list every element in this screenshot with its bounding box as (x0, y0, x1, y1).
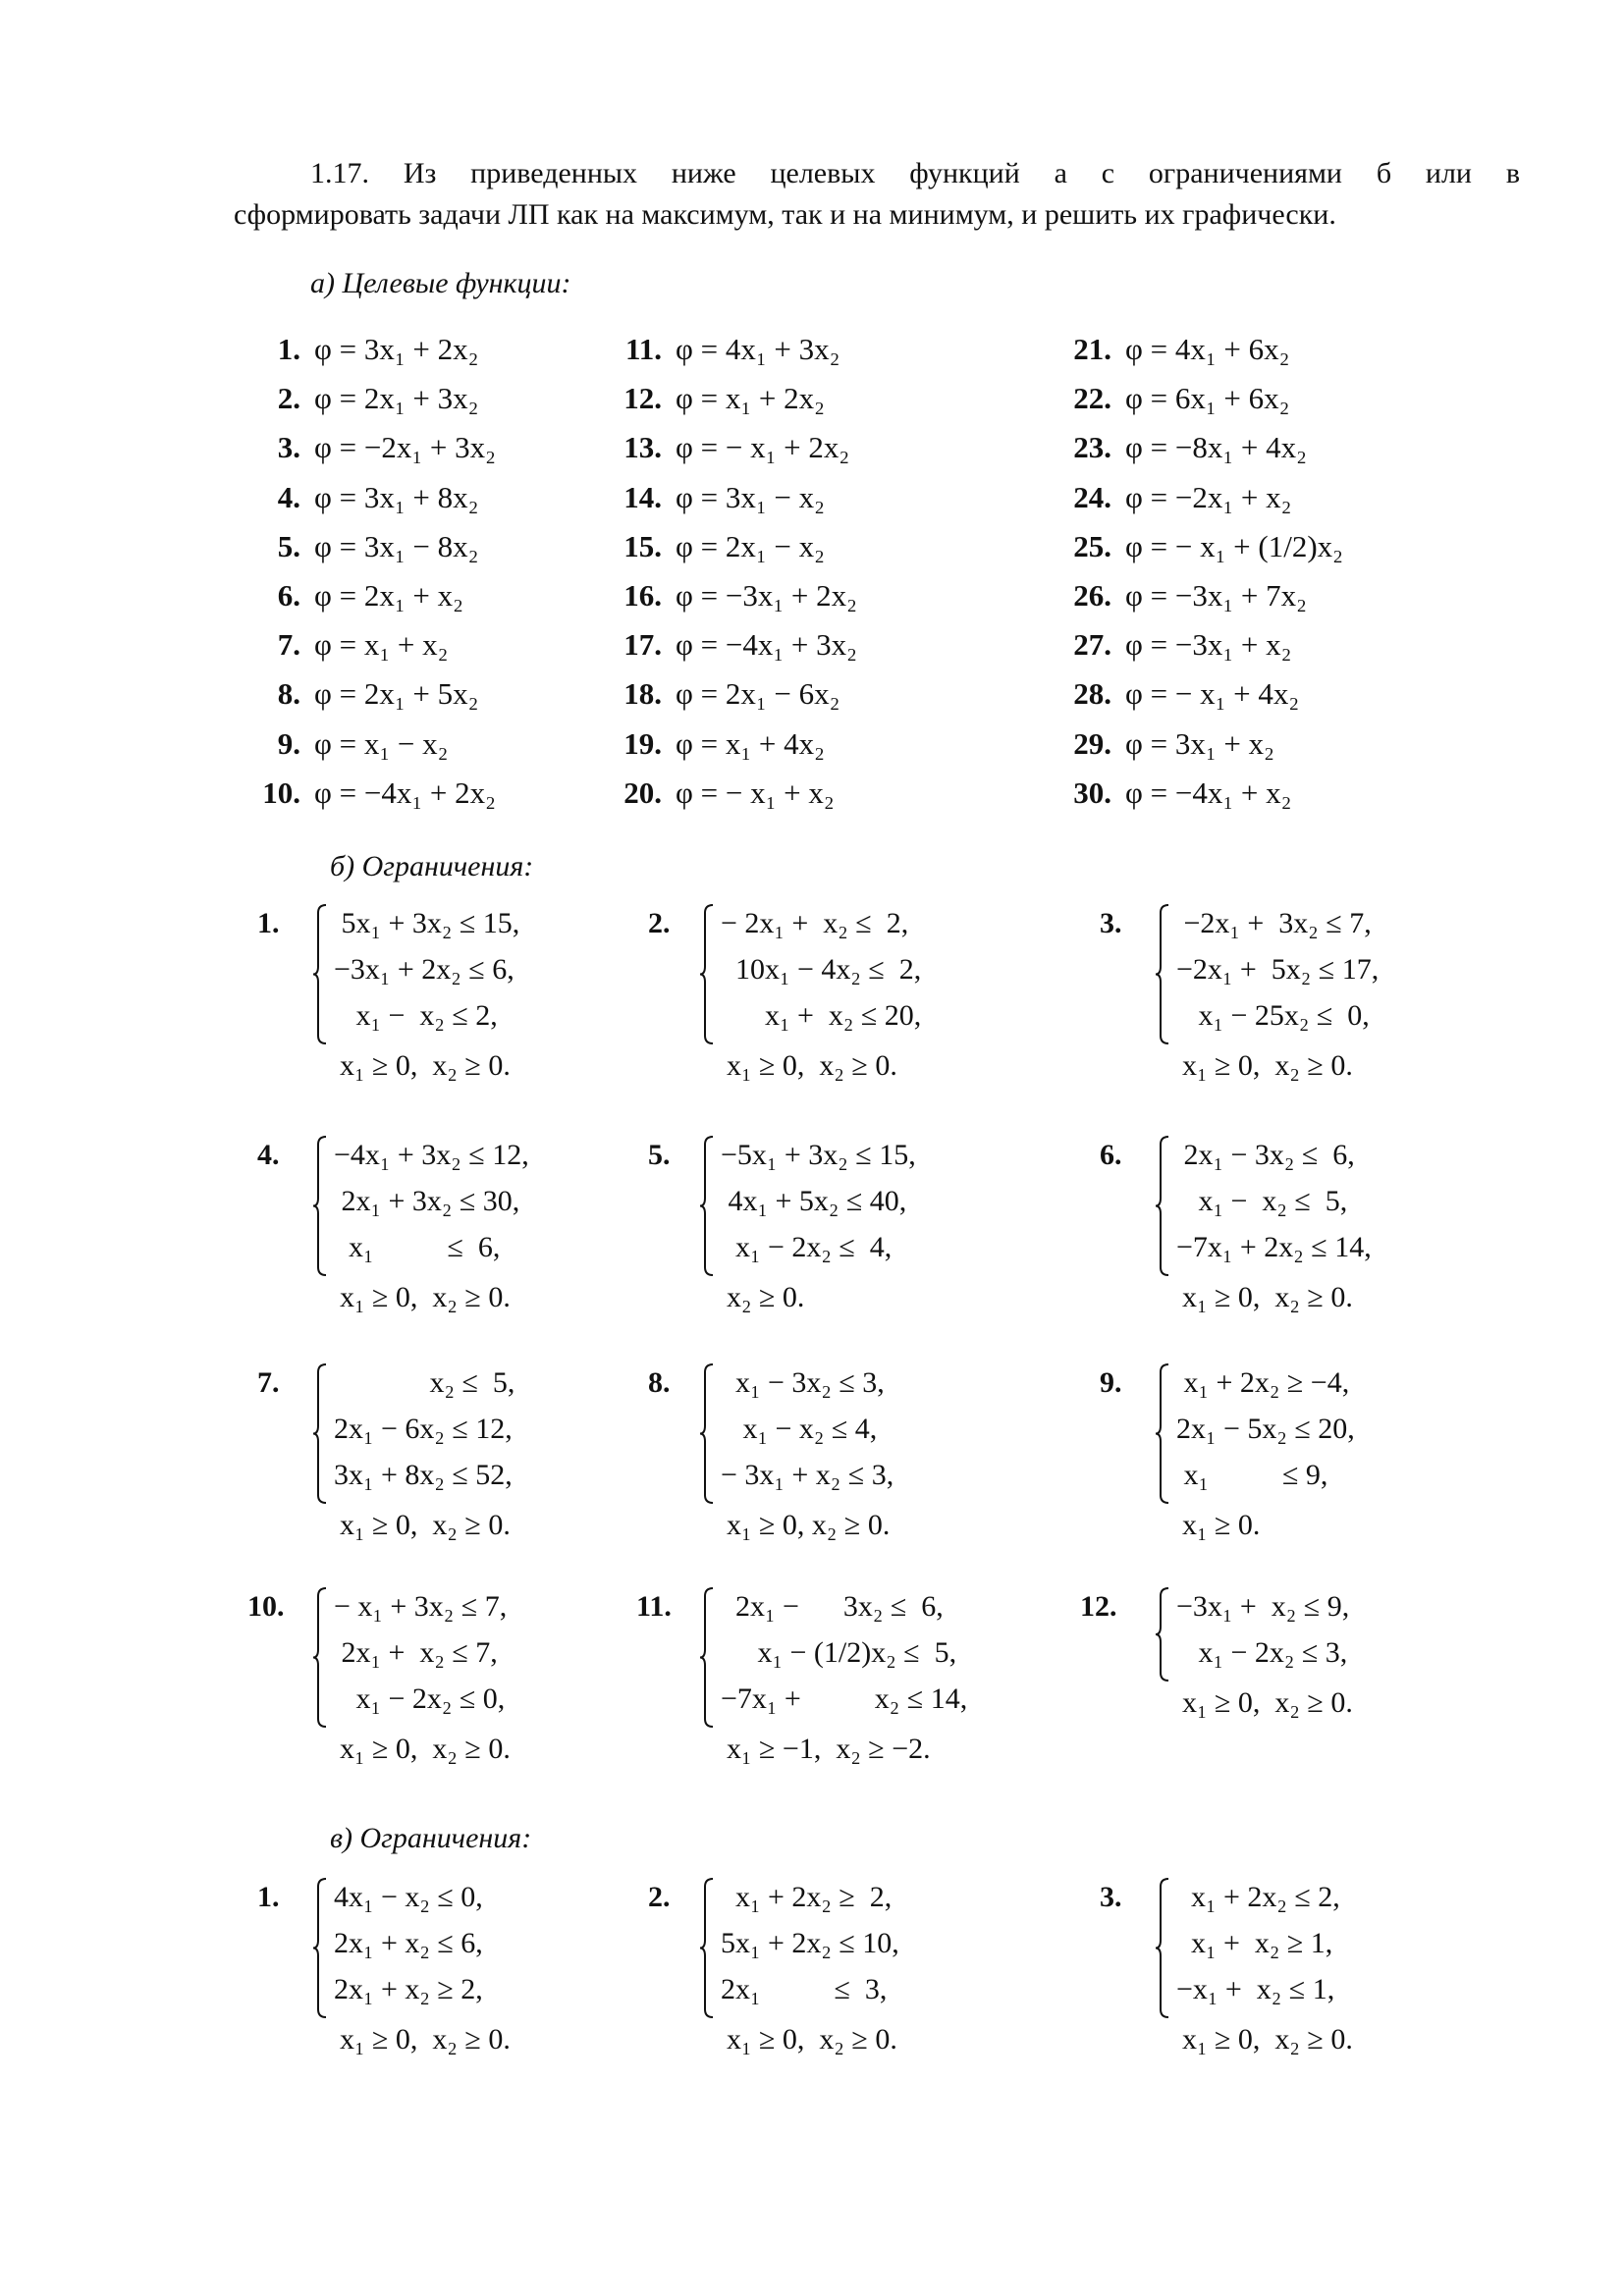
brace-icon (699, 1362, 717, 1510)
constraint-line: 3x₁ + 8x₂ ≤ 52, (334, 1459, 513, 1491)
constraint-line: 2x₁ − 6x₂ ≤ 12, (334, 1413, 513, 1445)
objective-function-item (605, 381, 825, 416)
function-expression: φ = −8x₁ + 4x₂ (1125, 430, 1307, 465)
nonnegativity-line: x₁ ≥ 0, x₂ ≥ 0. (1182, 2023, 1353, 2056)
objective-function-item (605, 676, 839, 712)
system-number: 6. (1100, 1139, 1122, 1171)
constraint-line: x₁ − 2x₂ ≤ 4, (721, 1231, 893, 1263)
nonnegativity-line: x₁ ≥ 0, x₂ ≥ 0. (340, 2023, 511, 2056)
function-number: 22. (1073, 381, 1111, 416)
system-number: 1. (257, 907, 280, 939)
function-number: 25. (1073, 528, 1111, 563)
function-number: 21. (1073, 332, 1111, 366)
function-number: 24. (1073, 479, 1111, 514)
constraint-line: x₁ − x₂ ≤ 4, (721, 1413, 878, 1445)
function-expression: φ = 3x₁ + x₂ (1125, 725, 1274, 761)
objective-function-item (605, 726, 825, 762)
constraint-line: x₁ − 3x₂ ≤ 3, (721, 1366, 885, 1399)
function-expression: φ = − x₁ + (1/2)x₂ (1125, 528, 1343, 563)
function-number: 4. (277, 479, 300, 514)
nonnegativity-line: x₁ ≥ 0, x₂ ≥ 0. (727, 2023, 897, 2056)
objective-function-item (605, 578, 857, 614)
nonnegativity-line: x₁ ≥ 0, x₂ ≥ 0. (1182, 1049, 1353, 1082)
function-number: 2. (277, 381, 300, 416)
nonnegativity-line: x₁ ≥ 0, x₂ ≥ 0. (727, 1049, 897, 1082)
objective-function-item (1051, 627, 1291, 663)
objective-function-item (1051, 332, 1289, 367)
objective-function-item (244, 627, 448, 663)
constraint-line: −x₁ + x₂ ≤ 1, (1176, 1973, 1335, 2005)
function-number: 26. (1073, 578, 1111, 613)
brace-icon (699, 1877, 717, 2024)
brace-icon (1155, 1135, 1172, 1282)
constraint-line: 10x₁ − 4x₂ ≤ 2, (721, 953, 922, 986)
brace-icon (312, 1586, 330, 1734)
constraint-line: −3x₁ + x₂ ≤ 9, (1176, 1590, 1350, 1623)
objective-function-item (244, 381, 478, 416)
constraint-line: x₁ − 2x₂ ≤ 3, (1176, 1636, 1348, 1669)
nonnegativity-line: x₁ ≥ 0. (1182, 1509, 1261, 1541)
brace-icon (1155, 1877, 1172, 2024)
function-expression: φ = −4x₁ + x₂ (1125, 774, 1292, 810)
constraint-line: 4x₁ + 5x₂ ≤ 40, (721, 1185, 907, 1217)
objective-function-item (1051, 578, 1307, 614)
section-v-heading: в) Ограничения: (330, 1822, 532, 1854)
constraint-line: x₁ + x₂ ≥ 1, (1176, 1927, 1333, 1959)
objective-function-item (605, 627, 857, 663)
problem-statement (234, 153, 1520, 236)
objective-function-item (1051, 726, 1274, 762)
constraint-line: 2x₁ + x₂ ≥ 2, (334, 1973, 483, 2005)
objective-function-item (605, 332, 839, 367)
constraint-line: x₁ − x₂ ≤ 5, (1176, 1185, 1348, 1217)
function-number: 14. (623, 479, 662, 514)
objective-function-item (244, 578, 463, 614)
system-number: 3. (1100, 1881, 1122, 1913)
constraint-line: − 2x₁ + x₂ ≤ 2, (721, 907, 909, 939)
objective-function-item (244, 430, 496, 465)
constraint-line: − 3x₁ + x₂ ≤ 3, (721, 1459, 894, 1491)
objective-function-item (244, 332, 478, 367)
objective-function-item (244, 726, 448, 762)
brace-icon (699, 1586, 717, 1734)
section-a-heading: а) Целевые функции: (310, 267, 571, 299)
function-number: 3. (277, 430, 300, 465)
constraint-line: 5x₁ + 2x₂ ≤ 10, (721, 1927, 899, 1959)
constraint-line: −3x₁ + 2x₂ ≤ 6, (334, 953, 514, 986)
intro-line-2: сформировать задачи ЛП как на максимум, так и на минимум, и решить их графически. (234, 198, 1336, 231)
function-expression: φ = −3x₁ + x₂ (1125, 627, 1292, 663)
objective-function-item (605, 480, 825, 515)
constraint-line: −2x₁ + 5x₂ ≤ 17, (1176, 953, 1380, 986)
constraint-line: x₁ − x₂ ≤ 2, (334, 999, 498, 1032)
function-expression: φ = x₁ + 4x₂ (676, 725, 825, 761)
system-number: 2. (648, 1881, 671, 1913)
function-number: 5. (277, 528, 300, 563)
system-number: 4. (257, 1139, 280, 1171)
function-expression: φ = 4x₁ + 3x₂ (676, 332, 840, 366)
brace-icon (312, 903, 330, 1050)
function-number: 6. (277, 578, 300, 613)
constraint-line: −4x₁ + 3x₂ ≤ 12, (334, 1139, 529, 1171)
function-number: 8. (277, 676, 300, 712)
function-expression: φ = −2x₁ + 3x₂ (314, 430, 496, 465)
function-expression: φ = 2x₁ − 6x₂ (676, 676, 840, 712)
function-expression: φ = − x₁ + 2x₂ (676, 430, 850, 465)
system-number: 1. (257, 1881, 280, 1913)
nonnegativity-line: x₁ ≥ 0, x₂ ≥ 0. (1182, 1686, 1353, 1719)
function-number: 15. (623, 528, 662, 563)
function-expression: φ = 3x₁ + 2x₂ (314, 332, 479, 366)
function-expression: φ = x₁ − x₂ (314, 725, 449, 761)
brace-icon (312, 1877, 330, 2024)
function-number: 18. (623, 676, 662, 712)
function-number: 11. (624, 332, 662, 366)
function-number: 23. (1073, 430, 1111, 465)
function-number: 16. (623, 578, 662, 613)
function-expression: φ = −4x₁ + 2x₂ (314, 774, 496, 810)
function-expression: φ = 3x₁ − x₂ (676, 479, 825, 514)
constraint-line: −7x₁ + 2x₂ ≤ 14, (1176, 1231, 1372, 1263)
constraint-line: x₁ ≤ 9, (1176, 1459, 1328, 1491)
constraint-line: 2x₁ − 5x₂ ≤ 20, (1176, 1413, 1355, 1445)
function-number: 27. (1073, 627, 1111, 663)
system-number: 8. (648, 1366, 671, 1399)
function-number: 20. (623, 774, 662, 810)
system-number: 5. (648, 1139, 671, 1171)
objective-function-item (605, 430, 849, 465)
function-number: 7. (277, 627, 300, 663)
nonnegativity-line: x₁ ≥ 0, x₂ ≥ 0. (340, 1281, 511, 1313)
function-number: 1. (277, 332, 300, 366)
function-number: 10. (262, 774, 300, 810)
brace-icon (312, 1362, 330, 1510)
objective-function-item (244, 775, 496, 811)
function-expression: φ = x₁ + x₂ (314, 627, 449, 663)
constraint-line: x₂ ≤ 5, (334, 1366, 515, 1399)
function-expression: φ = − x₁ + x₂ (676, 774, 835, 810)
objective-function-item (244, 676, 478, 712)
function-expression: φ = 3x₁ + 8x₂ (314, 479, 479, 514)
objective-function-item (244, 480, 478, 515)
function-number: 13. (623, 430, 662, 465)
function-expression: φ = −3x₁ + 2x₂ (676, 578, 857, 613)
nonnegativity-line: x₁ ≥ 0, x₂ ≥ 0. (727, 1509, 891, 1541)
objective-function-item (1051, 430, 1307, 465)
nonnegativity-line: x₁ ≥ 0, x₂ ≥ 0. (340, 1509, 511, 1541)
function-expression: φ = 4x₁ + 6x₂ (1125, 332, 1290, 366)
constraint-line: −5x₁ + 3x₂ ≤ 15, (721, 1139, 916, 1171)
constraint-line: 5x₁ + 3x₂ ≤ 15, (334, 907, 520, 939)
function-number: 9. (277, 725, 300, 761)
function-expression: φ = −3x₁ + 7x₂ (1125, 578, 1307, 613)
nonnegativity-line: x₂ ≥ 0. (727, 1281, 805, 1313)
function-expression: φ = − x₁ + 4x₂ (1125, 676, 1300, 712)
nonnegativity-line: x₁ ≥ 0, x₂ ≥ 0. (340, 1733, 511, 1765)
objective-function-item (244, 529, 478, 564)
brace-icon (1155, 1586, 1172, 1687)
nonnegativity-line: x₁ ≥ 0, x₂ ≥ 0. (1182, 1281, 1353, 1313)
system-number: 7. (257, 1366, 280, 1399)
objective-function-item (1051, 775, 1291, 811)
system-number: 11. (636, 1590, 672, 1623)
system-number: 2. (648, 907, 671, 939)
constraint-line: x₁ + x₂ ≤ 20, (721, 999, 922, 1032)
brace-icon (1155, 1362, 1172, 1510)
system-number: 3. (1100, 907, 1122, 939)
constraint-line: x₁ − 25x₂ ≤ 0, (1176, 999, 1370, 1032)
objective-function-item (605, 529, 825, 564)
function-expression: φ = 2x₁ + 5x₂ (314, 676, 479, 712)
constraint-line: −2x₁ + 3x₂ ≤ 7, (1176, 907, 1372, 939)
section-b-heading: б) Ограничения: (330, 850, 534, 882)
constraint-line: x₁ + 2x₂ ≥ 2, (721, 1881, 893, 1913)
function-number: 29. (1073, 725, 1111, 761)
constraint-line: x₁ − 2x₂ ≤ 0, (334, 1682, 506, 1715)
constraint-line: 2x₁ + x₂ ≤ 6, (334, 1927, 483, 1959)
constraint-line: x₁ + 2x₂ ≤ 2, (1176, 1881, 1340, 1913)
function-number: 19. (623, 725, 662, 761)
brace-icon (312, 1135, 330, 1282)
brace-icon (1155, 903, 1172, 1050)
constraint-line: 2x₁ + 3x₂ ≤ 30, (334, 1185, 520, 1217)
constraint-line: − x₁ + 3x₂ ≤ 7, (334, 1590, 508, 1623)
objective-function-item (1051, 381, 1289, 416)
function-expression: φ = x₁ + 2x₂ (676, 381, 825, 416)
objective-function-item (1051, 480, 1291, 515)
function-expression: φ = 3x₁ − 8x₂ (314, 528, 479, 563)
constraint-line: 2x₁ − 3x₂ ≤ 6, (721, 1590, 944, 1623)
function-expression: φ = −2x₁ + x₂ (1125, 479, 1292, 514)
brace-icon (699, 1135, 717, 1282)
function-number: 30. (1073, 774, 1111, 810)
function-number: 28. (1073, 676, 1111, 712)
function-number: 12. (623, 381, 662, 416)
function-number: 17. (623, 627, 662, 663)
system-number: 9. (1100, 1366, 1122, 1399)
system-number: 10. (247, 1590, 285, 1623)
function-expression: φ = −4x₁ + 3x₂ (676, 627, 857, 663)
constraint-line: x₁ ≤ 6, (334, 1231, 501, 1263)
system-number: 12. (1080, 1590, 1117, 1623)
objective-function-item (605, 775, 835, 811)
constraint-line: 4x₁ − x₂ ≤ 0, (334, 1881, 483, 1913)
constraint-line: −7x₁ + x₂ ≤ 14, (721, 1682, 968, 1715)
nonnegativity-line: x₁ ≥ −1, x₂ ≥ −2. (727, 1733, 931, 1765)
constraint-line: 2x₁ ≤ 3, (721, 1973, 888, 2005)
brace-icon (699, 903, 717, 1050)
objective-function-item (1051, 676, 1299, 712)
nonnegativity-line: x₁ ≥ 0, x₂ ≥ 0. (340, 1049, 511, 1082)
intro-line-1: 1.17. Из приведенных ниже целевых функций а с ограничениями б или в (310, 157, 1520, 189)
function-expression: φ = 6x₁ + 6x₂ (1125, 381, 1290, 416)
constraint-line: x₁ + 2x₂ ≥ −4, (1176, 1366, 1350, 1399)
function-expression: φ = 2x₁ − x₂ (676, 528, 825, 563)
constraint-line: 2x₁ + x₂ ≤ 7, (334, 1636, 498, 1669)
function-expression: φ = 2x₁ + x₂ (314, 578, 463, 613)
function-expression: φ = 2x₁ + 3x₂ (314, 381, 479, 416)
constraint-line: 2x₁ − 3x₂ ≤ 6, (1176, 1139, 1355, 1171)
constraint-line: x₁ − (1/2)x₂ ≤ 5, (721, 1636, 957, 1669)
objective-function-item (1051, 529, 1343, 564)
